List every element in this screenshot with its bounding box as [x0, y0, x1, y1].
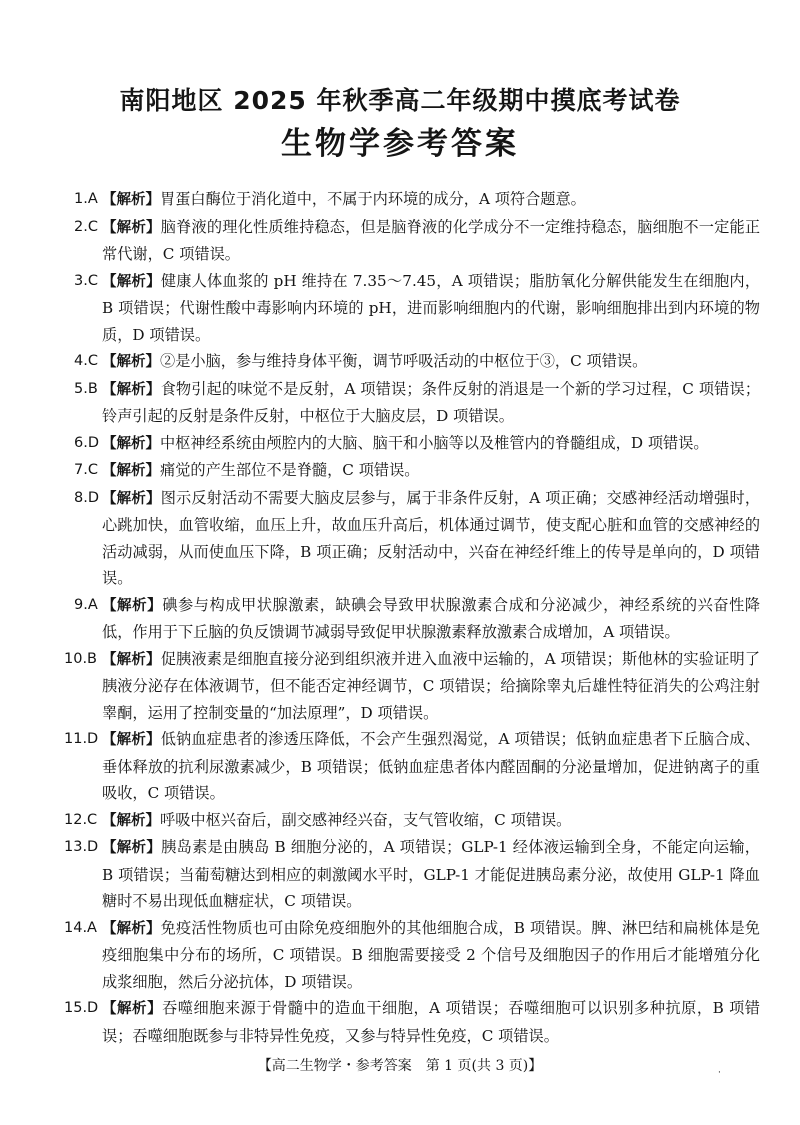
answer-text: 健康人体血浆的 pH 维持在 7.35～7.45，A 项错误；脂肪氧化分解供能发生在细胞内，B 项错误；代谢性酸中毒影响内环境的 pH，进而影响细胞内的代谢，影响细胞排出到内环境的物质，D 项错误。	[102, 271, 761, 344]
analysis-label: 【解析】	[102, 732, 161, 748]
answer-item	[64, 807, 760, 835]
analysis-label: 【解析】	[102, 812, 160, 829]
answer-text: 食物引起的味觉不是反射，A 项错误；条件反射的消退是一个新的学习过程，C 项错误；铃声引起的反射是条件反射，中枢位于大脑皮层，D 项错误。	[102, 379, 761, 425]
answer-item	[64, 915, 760, 996]
answer-item	[74, 430, 760, 458]
answer-item	[64, 995, 760, 1049]
answer-text: 胃蛋白酶位于消化道中，不属于内环境的成分，A 项符合题意。	[160, 190, 586, 208]
analysis-label: 【解析】	[102, 435, 160, 452]
answer-text: 免疫活性物质也可由除免疫细胞外的其他细胞合成，B 项错误。脾、淋巴结和扁桃体是免疫细胞集中分布的场所，C 项错误。B 细胞需要接受 2 个信号及细胞因子的作用后才能增殖分化成浆细胞，然后分泌抗体，D 项错误。	[102, 918, 760, 991]
analysis-label: 【解析】	[102, 273, 161, 290]
answer-number: 14.A	[64, 919, 97, 936]
answer-text: ②是小脑，参与维持身体平衡，调节呼吸活动的中枢位于③，C 项错误。	[160, 352, 648, 370]
analysis-label: 【解析】	[102, 381, 161, 398]
answer-number: 10.B	[64, 650, 98, 667]
answer-item	[74, 186, 760, 214]
page-footer: 【高二生物学・参考答案 第 1 页(共 3 页)】	[257, 1058, 543, 1074]
answer-list	[64, 186, 761, 1049]
answer-number: 6.D	[74, 434, 99, 451]
answer-text: 吞噬细胞来源于骨髓中的造血干细胞，A 项错误；吞噬细胞可以识别多种抗原，B 项错误；吞噬细胞既参与非特异性免疫，又参与特异性免疫，C 项错误。	[102, 999, 760, 1045]
exam-title: 南阳地区 2025 年秋季高二年级期中摸底考试卷	[119, 86, 681, 115]
answer-item	[64, 726, 761, 807]
answer-number: 15.D	[64, 1000, 99, 1016]
answer-text: 碘参与构成甲状腺激素，缺碘会导致甲状腺激素合成和分泌减少，神经系统的兴奋性降低，作用于下丘脑的负反馈调节减弱导致促甲状腺激素释放激素合成增加，A 项错误。	[102, 595, 761, 641]
answer-number: 2.C	[74, 218, 98, 235]
answer-text: 痛觉的产生部位不是脊髓，C 项错误。	[160, 461, 420, 479]
analysis-label: 【解析】	[102, 597, 163, 614]
answer-item	[74, 376, 760, 430]
corner-mark: ·	[718, 1068, 721, 1078]
analysis-label: 【解析】	[102, 651, 161, 668]
answer-text: 胰岛素是由胰岛 B 细胞分泌的，A 项错误；GLP-1 经体液运输到全身，不能定向运输，B 项错误；当葡萄糖达到相应的刺激阈水平时，GLP-1 才能促进胰岛素分泌，故使用 GLP-1 降血糖时不易出现低血糖症状，C 项错误。	[102, 838, 760, 910]
answer-item	[74, 268, 760, 349]
answer-item	[74, 457, 760, 485]
answer-number: 1.A	[74, 191, 98, 207]
analysis-label: 【解析】	[102, 840, 162, 856]
answer-number: 12.C	[64, 811, 98, 828]
answer-number: 7.C	[74, 462, 98, 478]
answer-text: 呼吸中枢兴奋后，副交感神经兴奋，支气管收缩，C 项错误。	[160, 810, 572, 829]
answer-number: 5.B	[74, 380, 98, 397]
answer-item	[64, 646, 761, 727]
answer-text: 图示反射活动不需要大脑皮层参与，属于非条件反射，A 项正确；交感神经活动增强时，心跳加快，血管收缩，血压上升，故血压升高后，机体通过调节，使支配心脏和血管的交感神经的活动减弱，从而使血压下降，B 项正确；反射活动中，兴奋在神经纤维上的传导是单向的，D 项错误。	[102, 488, 761, 587]
answer-number: 8.D	[74, 489, 99, 506]
answer-item	[64, 834, 760, 915]
answer-text: 中枢神经系统由颅腔内的大脑、脑干和小脑等以及椎管内的脊髓组成，D 项错误。	[160, 433, 709, 452]
answer-text: 低钠血症患者的渗透压降低，不会产生强烈渴觉，A 项错误；低钠血症患者下丘脑合成、垂体释放的抗利尿激素减少，B 项错误；低钠血症患者体内醛固酮的分泌量增加，促进钠离子的重吸收，C 项错误。	[102, 730, 761, 802]
answer-number: 11.D	[64, 731, 99, 747]
answer-text: 促胰液素是细胞直接分泌到组织液并进入血液中运输的，A 项错误；斯他林的实验证明了胰液分泌存在体液调节，但不能否定神经调节，C 项错误；给摘除睾丸后雄性特征消失的公鸡注射睾酮，运用了控制变量的“加法原理”，D 项错误。	[102, 649, 761, 722]
analysis-label: 【解析】	[102, 1001, 163, 1017]
answer-item	[74, 214, 760, 268]
answer-item	[74, 348, 760, 376]
answer-number: 4.C	[74, 353, 98, 369]
answer-number: 9.A	[74, 596, 98, 613]
answer-item	[74, 592, 760, 646]
analysis-label: 【解析】	[102, 219, 161, 236]
answer-number: 3.C	[74, 272, 98, 289]
analysis-label: 【解析】	[102, 920, 161, 937]
answer-item	[74, 485, 760, 592]
analysis-label: 【解析】	[102, 192, 160, 208]
answer-title: 生物学参考答案	[281, 126, 519, 162]
answer-number: 13.D	[64, 839, 99, 855]
analysis-label: 【解析】	[102, 490, 161, 507]
answer-text: 脑脊液的理化性质维持稳态，但是脑脊液的化学成分不一定维持稳态，脑细胞不一定能正常代谢，C 项错误。	[102, 217, 761, 263]
analysis-label: 【解析】	[102, 354, 160, 370]
analysis-label: 【解析】	[102, 463, 160, 479]
